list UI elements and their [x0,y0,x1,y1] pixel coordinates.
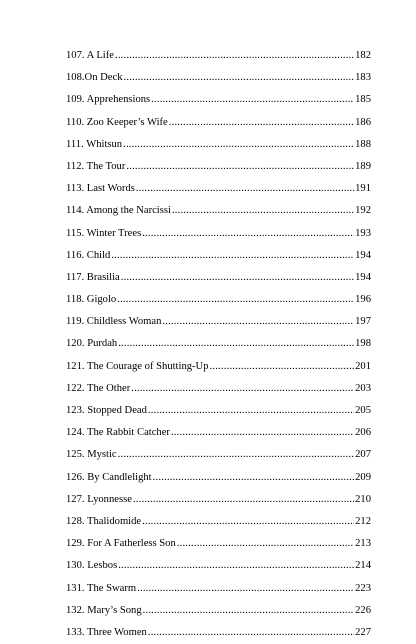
toc-entry-page-number: 206 [355,427,371,439]
toc-dot-leader [133,489,354,511]
toc-dot-leader [172,200,354,222]
toc-entry[interactable] [66,223,371,245]
toc-dot-leader [162,311,354,333]
toc-entry[interactable] [66,489,371,511]
toc-entry[interactable] [66,156,371,178]
toc-dot-leader [151,89,354,111]
toc-dot-leader [171,422,354,444]
toc-entry[interactable] [66,134,371,156]
toc-dot-leader [117,289,354,311]
toc-entry-page-number: 185 [355,94,371,106]
toc-entry-title: 121. The Courage of Shutting-Up [66,360,209,372]
toc-entry-title: 129. For A Fatherless Son [66,538,176,550]
toc-dot-leader [131,378,354,400]
toc-entry-page-number: 191 [355,183,371,195]
toc-entry[interactable] [66,333,371,355]
toc-entry-page-number: 183 [355,72,371,84]
toc-entry-title: 122. The Other [66,382,131,394]
toc-entry[interactable] [66,378,371,400]
toc-entry-page-number: 193 [355,227,371,239]
toc-entry-title: 115. Winter Trees [66,227,142,239]
toc-entry[interactable] [66,444,371,466]
toc-entry-title: 108.On Deck [66,72,123,84]
toc-entry[interactable] [66,400,371,422]
toc-entry-title: 130. Lesbos [66,560,118,572]
toc-entry-title: 114. Among the Narcissi [66,205,171,217]
toc-entry-page-number: 212 [355,515,371,527]
toc-entry-page-number: 189 [355,160,371,172]
toc-entry-title: 127. Lyonnesse [66,493,132,505]
toc-entry-page-number: 198 [355,338,371,350]
toc-entry-page-number: 213 [355,538,371,550]
toc-entry[interactable] [66,67,371,89]
toc-entry-page-number: 186 [355,116,371,128]
toc-entry[interactable] [66,89,371,111]
toc-entry-title: 126. By Candlelight [66,471,152,483]
toc-dot-leader [136,178,354,200]
toc-entry[interactable] [66,289,371,311]
toc-entry-title: 125. Mystic [66,449,117,461]
toc-dot-leader [153,467,354,489]
toc-entry-title: 132. Mary’s Song [66,604,142,616]
toc-entry-title: 123. Stopped Dead [66,405,147,416]
toc-entry[interactable] [66,467,371,489]
toc-entry-title: 131. The Swarm [66,582,137,594]
toc-dot-leader [177,533,354,555]
toc-entry-title: 124. The Rabbit Catcher [66,427,170,439]
toc-dot-leader [121,267,354,289]
toc-entry-title: 107. A Life [66,50,114,61]
toc-dot-leader [148,400,354,422]
toc-dot-leader [118,555,354,577]
toc-entry[interactable] [66,356,371,378]
toc-entry-page-number: 194 [355,249,371,261]
toc-dot-leader [115,45,354,67]
toc-entry[interactable] [66,178,371,200]
toc-entry[interactable] [66,422,371,444]
toc-entry-title: 111. Whitsun [66,138,123,150]
toc-entry-title: 112. The Tour [66,160,126,172]
toc-entry[interactable] [66,245,371,267]
toc-entry-page-number: 227 [355,626,371,638]
toc-entry[interactable] [66,200,371,222]
toc-entry[interactable] [66,311,371,333]
toc-entry-title: 117. Brasilia [66,271,120,283]
toc-entry-page-number: 196 [355,294,371,306]
toc-dot-leader [118,333,354,355]
toc-entry-page-number: 207 [355,449,371,461]
toc-entry-title: 110. Zoo Keeper’s Wife [66,116,168,128]
toc-entry-page-number: 201 [355,360,371,372]
toc-entry-title: 109. Apprehensions [66,94,151,106]
toc-entry[interactable] [66,622,371,644]
toc-dot-leader [142,511,354,533]
toc-entry-page-number: 223 [355,582,371,594]
toc-entry[interactable] [66,600,371,622]
toc-entry-title: 119. Childless Woman [66,316,162,328]
toc-entry-page-number: 188 [355,138,371,150]
toc-dot-leader [118,444,354,466]
toc-dot-leader [126,156,354,178]
toc-entry-page-number: 182 [355,50,371,61]
toc-entry-page-number: 192 [355,205,371,217]
toc-entry-page-number: 209 [355,471,371,483]
toc-dot-leader [210,356,355,378]
toc-entry-title: 113. Last Words [66,183,135,195]
toc-entry-page-number: 203 [355,382,371,394]
toc-entry[interactable] [66,45,371,67]
toc-entry-title: 116. Child [66,249,111,261]
toc-entry[interactable] [66,533,371,555]
toc-dot-leader [169,112,354,134]
toc-entry-title: 118. Gigolo [66,294,117,306]
toc-entry-page-number: 197 [355,316,371,328]
toc-entry[interactable] [66,511,371,533]
table-of-contents [66,45,371,644]
toc-dot-leader [142,223,354,245]
toc-entry-page-number: 194 [355,271,371,283]
toc-entry-page-number: 205 [355,405,371,416]
toc-dot-leader [148,622,354,644]
toc-entry-page-number: 210 [355,493,371,505]
toc-entry-title: 128. Thalidomide [66,515,142,527]
toc-entry-page-number: 226 [355,604,371,616]
toc-dot-leader [123,134,354,156]
toc-entry[interactable] [66,112,371,134]
toc-entry-page-number: 214 [355,560,371,572]
toc-dot-leader [124,67,355,89]
toc-dot-leader [143,600,354,622]
toc-entry[interactable] [66,555,371,577]
toc-dot-leader [111,245,354,267]
toc-entry-title: 120. Purdah [66,338,118,350]
toc-entry[interactable] [66,267,371,289]
toc-entry-title: 133. Three Women [66,626,147,638]
